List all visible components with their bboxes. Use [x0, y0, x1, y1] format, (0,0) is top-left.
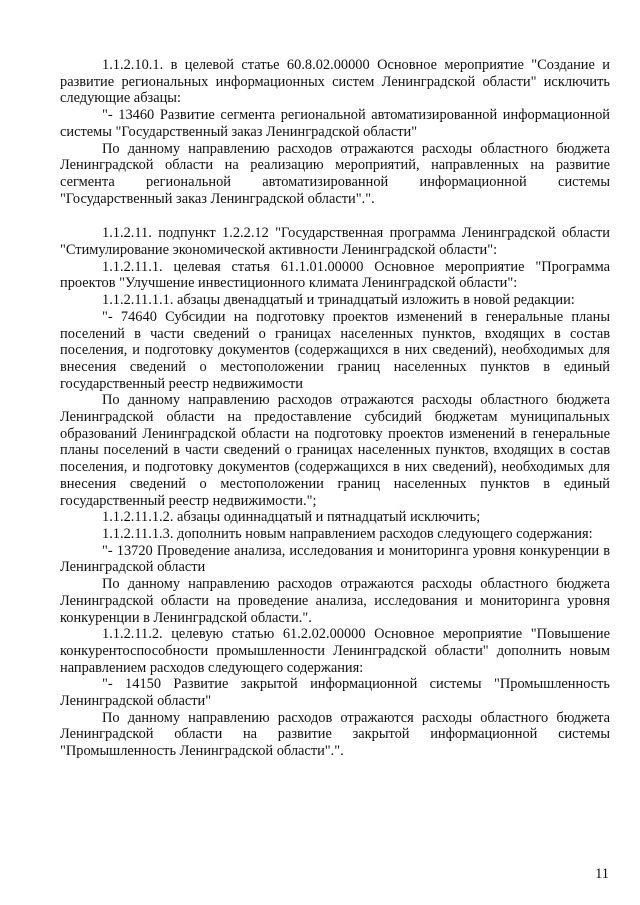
paragraph: "- 14150 Развитие закрытой информационной системы "Промышленность Ленинградской области"	[60, 676, 610, 710]
document-body	[60, 57, 610, 760]
paragraph: По данному направлению расходов отражаются расходы областного бюджета Ленинградской области на проведение анализа, исследования и мониторинга уровня конкуренции в Ленинградской области.".	[60, 576, 610, 626]
paragraph: 1.1.2.11. подпункт 1.2.2.12 "Государственная программа Ленинградской области "Стимулирование экономической активности Ленинградской области":	[60, 225, 610, 259]
paragraph: "- 74640 Субсидии на подготовку проектов изменений в генеральные планы поселений в части сведений о границах населенных пунктов, входящих в состав поселения, и подготовку документов (содержащихся в них сведений), необходимых для внесения сведений о местоположении границ населенных пунктов в единый государственный реестр недвижимости	[60, 308, 610, 392]
paragraph: "- 13720 Проведение анализа, исследования и мониторинга уровня конкуренции в Ленинградской области	[60, 542, 610, 576]
paragraph: 1.1.2.11.1.3. дополнить новым направлением расходов следующего содержания:	[102, 525, 593, 542]
paragraph: 1.1.2.11.1. целевая статья 61.1.01.00000 Основное мероприятие "Программа проектов "Улучшение инвестиционного климата Ленинградской области":	[60, 258, 610, 292]
paragraph: По данному направлению расходов отражаются расходы областного бюджета Ленинградской области на реализацию мероприятий, направленных на развитие сегмента региональной автоматизированной информационной системы "Государственный заказ Ленинградской области".".	[60, 140, 610, 207]
page-number: 11	[595, 866, 609, 882]
paragraph: По данному направлению расходов отражаются расходы областного бюджета Ленинградской области на предоставление субсидий бюджетам муниципальных образований Ленинградской области на подготовку проектов изменений в генеральные планы поселений в части сведений о границах населенных пунктов, входящих в состав поселения, и подготовку документов (содержащихся в них сведений), необходимых для внесения сведений о местоположении границ населенных пунктов в единый государственный реестр недвижимости.";	[60, 392, 610, 509]
paragraph: "- 13460 Развитие сегмента региональной автоматизированной информационной системы "Государственный заказ Ленинградской области"	[60, 107, 610, 140]
paragraph: 1.1.2.11.2. целевую статью 61.2.02.00000 Основное мероприятие "Повышение конкурентоспособности промышленности Ленинградской области" дополнить новым направлением расходов следующего содержания:	[60, 626, 610, 676]
paragraph: По данному направлению расходов отражаются расходы областного бюджета Ленинградской области на развитие закрытой информационной системы "Промышленность Ленинградской области".".	[60, 709, 610, 760]
paragraph-gap	[60, 207, 610, 225]
paragraph: 1.1.2.11.1.2. абзацы одиннадцатый и пятнадцатый исключить;	[102, 509, 481, 526]
paragraph: 1.1.2.11.1.1. абзацы двенадцатый и тринадцатый изложить в новой редакции:	[102, 292, 575, 309]
paragraph: 1.1.2.10.1. в целевой статье 60.8.02.00000 Основное мероприятие "Создание и развитие региональных информационных систем Ленинградской области" исключить следующие абзацы:	[60, 57, 610, 107]
